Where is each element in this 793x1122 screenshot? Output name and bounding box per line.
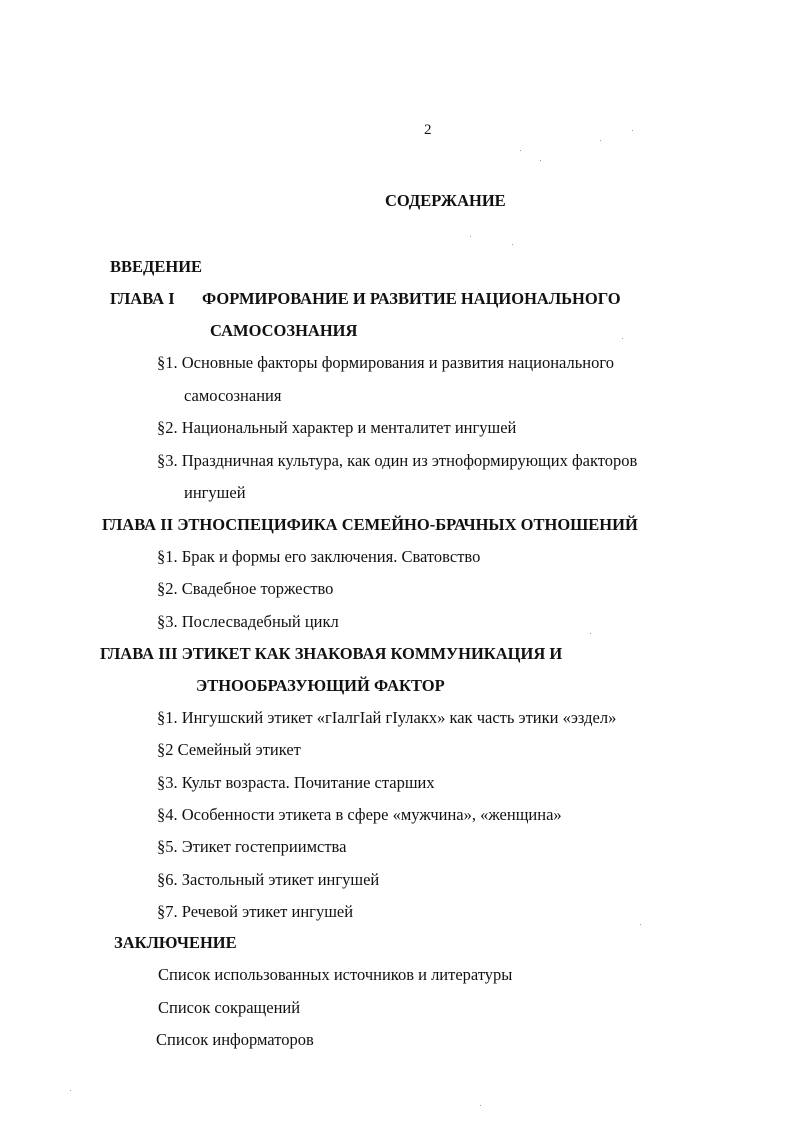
toc-section-2-1: §1. Брак и формы его заключения. Сватовство <box>157 547 481 566</box>
toc-section-3-2: §2 Семейный этикет <box>157 740 301 759</box>
toc-section-2-3: §3. Послесвадебный цикл <box>157 612 339 631</box>
toc-section-3-6: §6. Застольный этикет ингушей <box>157 870 380 889</box>
page-title: СОДЕРЖАНИЕ <box>385 191 506 210</box>
toc-section-1-3-cont: ингушей <box>184 483 246 502</box>
toc-conclusion: ЗАКЛЮЧЕНИЕ <box>114 933 237 952</box>
toc-section-3-3: §3. Культ возраста. Почитание старших <box>157 773 435 792</box>
scan-speck <box>622 338 623 339</box>
toc-section-3-1: §1. Ингушский этикет «гIалгIай гIулакх» как часть этики «эздел» <box>157 708 617 727</box>
toc-chapter3-title-line1: ГЛАВА III ЭТИКЕТ КАК ЗНАКОВАЯ КОММУНИКАЦИЯ И <box>100 644 563 663</box>
scan-speck <box>70 1090 71 1091</box>
toc-section-1-1: §1. Основные факторы формирования и развития национального <box>157 353 614 372</box>
scan-speck <box>632 130 633 131</box>
scan-speck <box>480 1105 481 1106</box>
toc-intro: ВВЕДЕНИЕ <box>110 257 203 276</box>
scan-speck <box>600 140 601 141</box>
scan-speck <box>540 160 541 161</box>
toc-section-3-4: §4. Особенности этикета в сфере «мужчина», «женщина» <box>157 805 562 824</box>
toc-section-1-2: §2. Национальный характер и менталитет ингушей <box>157 418 517 437</box>
toc-appendix-abbreviations: Список сокращений <box>158 998 301 1017</box>
toc-chapter1-title-line1: ФОРМИРОВАНИЕ И РАЗВИТИЕ НАЦИОНАЛЬНОГО <box>202 289 621 308</box>
scan-speck <box>520 150 521 151</box>
toc-chapter3-title-line2: ЭТНООБРАЗУЮЩИЙ ФАКТОР <box>196 676 445 695</box>
scan-speck <box>512 244 513 245</box>
toc-section-1-3: §3. Праздничная культура, как один из этноформирующих факторов <box>157 451 638 470</box>
toc-section-3-7: §7. Речевой этикет ингушей <box>157 902 354 921</box>
toc-appendix-sources: Список использованных источников и литературы <box>158 965 513 984</box>
toc-section-2-2: §2. Свадебное торжество <box>157 579 334 598</box>
page-number: 2 <box>424 122 432 138</box>
scan-speck <box>640 924 641 925</box>
scan-speck <box>590 633 591 634</box>
toc-section-1-1-cont: самосознания <box>184 386 282 405</box>
toc-chapter1-label: ГЛАВА I <box>110 289 175 308</box>
toc-section-3-5: §5. Этикет гостеприимства <box>157 837 347 856</box>
toc-chapter1-title-line2: САМОСОЗНАНИЯ <box>210 321 358 340</box>
scan-speck <box>470 236 471 237</box>
toc-appendix-informants: Список информаторов <box>156 1030 314 1049</box>
toc-chapter2-title: ГЛАВА II ЭТНОСПЕЦИФИКА СЕМЕЙНО-БРАЧНЫХ ОТНОШЕНИЙ <box>102 515 638 534</box>
